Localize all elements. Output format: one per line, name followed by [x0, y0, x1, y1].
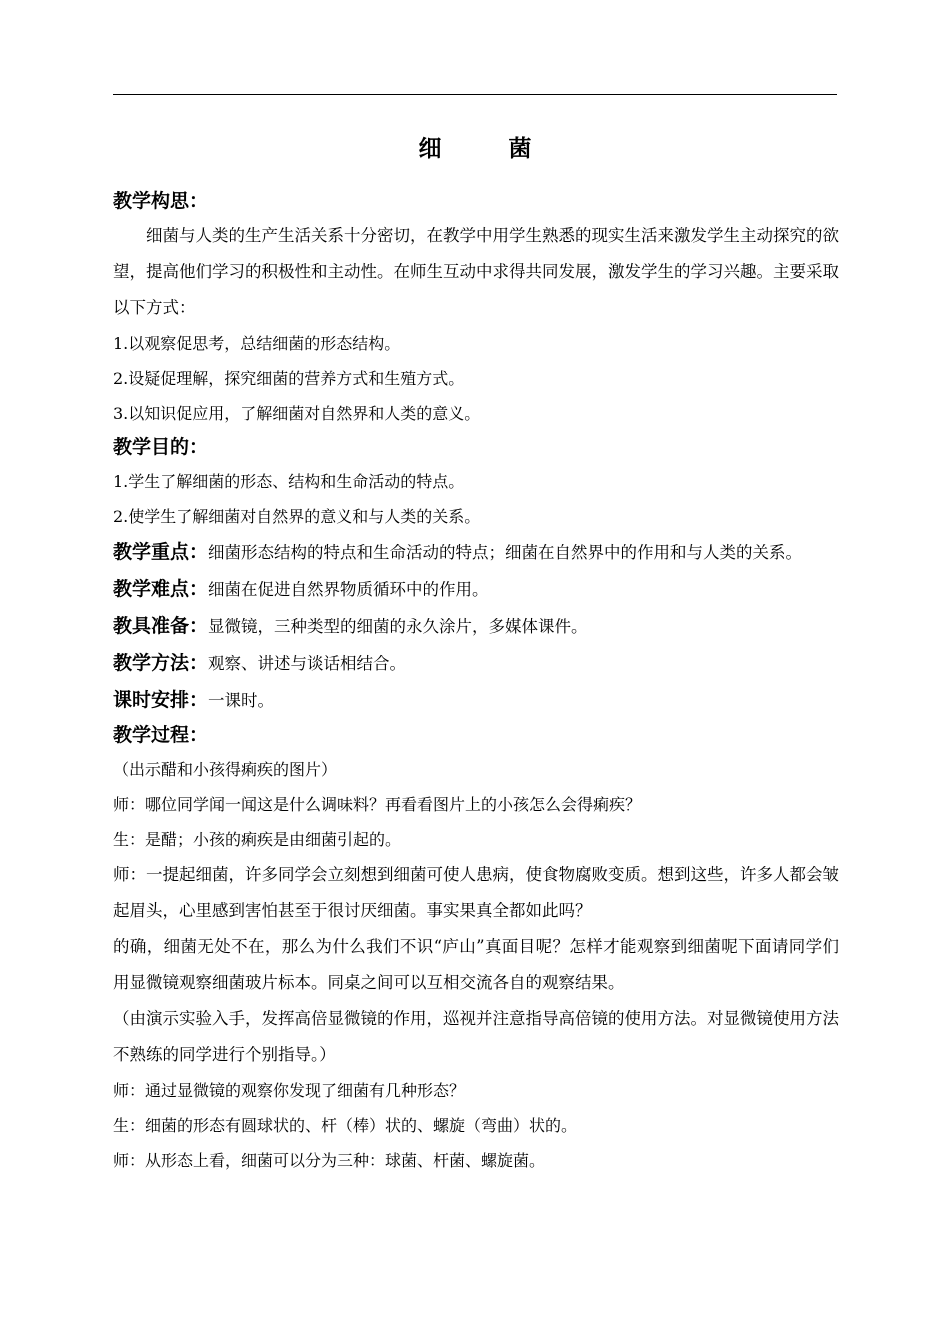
key-points-row: [113, 534, 839, 571]
section-heading-goals: 教学目的：: [113, 436, 209, 458]
goal-point-1: 1.学生了解细菌的形态、结构和生命活动的特点。: [113, 472, 465, 491]
schedule-label: 课时安排：: [113, 689, 209, 711]
design-point-3: 3.以知识促应用，了解细菌对自然界和人类的意义。: [113, 404, 481, 423]
process-line-1: （出示醋和小孩得痢疾的图片）: [113, 760, 338, 779]
process-line-4: 师：一提起细菌，许多同学会立刻想到细菌可使人患病，使食物腐败变质。想到这些，许多人都会皱起眉头，心里感到害怕甚至于很讨厌细菌。事实果真全都如此吗？: [113, 865, 839, 920]
process-line-6: （由演示实验入手，发挥高倍显微镜的作用，巡视并注意指导高倍镜的使用方法。对显微镜使用方法不熟练的同学进行个别指导。）: [113, 1009, 839, 1064]
section-heading-process: 教学过程：: [113, 724, 209, 746]
methods-row: [113, 645, 839, 682]
goal-point-2: 2.使学生了解细菌对自然界的意义和与人类的关系。: [113, 507, 481, 526]
key-points-label: 教学重点：: [113, 541, 209, 563]
design-point-2: 2.设疑促理解，探究细菌的营养方式和生殖方式。: [113, 369, 465, 388]
materials-row: [113, 608, 839, 645]
document-body: [113, 185, 839, 1178]
difficulties-row: [113, 571, 839, 608]
header-rule: [113, 94, 837, 95]
process-line-8: 生：细菌的形态有圆球状的、杆（棒）状的、螺旋（弯曲）状的。: [113, 1116, 578, 1135]
process-line-3: 生：是醋；小孩的痢疾是由细菌引起的。: [113, 830, 402, 849]
section-heading-design: 教学构思：: [113, 190, 209, 212]
methods-value: 观察、讲述与谈话相结合。: [208, 654, 407, 673]
difficulties-value: 细菌在促进自然界物质循环中的作用。: [208, 580, 489, 599]
schedule-row: [113, 682, 839, 719]
materials-value: 显微镜，三种类型的细菌的永久涂片，多媒体课件。: [208, 617, 588, 636]
methods-label: 教学方法：: [113, 652, 209, 674]
key-points-value: 细菌形态结构的特点和生命活动的特点；细菌在自然界中的作用和与人类的关系。: [208, 543, 803, 562]
process-line-2: 师：哪位同学闻一闻这是什么调味料？再看看图片上的小孩怎么会得痢疾？: [113, 795, 642, 814]
materials-label: 教具准备：: [113, 615, 209, 637]
document-title: 细 菌: [418, 136, 554, 162]
difficulties-label: 教学难点：: [113, 578, 209, 600]
design-point-1: 1.以观察促思考，总结细菌的形态结构。: [113, 334, 401, 353]
process-line-9: 师：从形态上看，细菌可以分为三种：球菌、杆菌、螺旋菌。: [113, 1151, 546, 1170]
process-line-5: 的确，细菌无处不在，那么为什么我们不识“庐山”真面目呢？怎样才能观察到细菌呢下面请同学们用显微镜观察细菌玻片标本。同桌之间可以互相交流各自的观察结果。: [113, 937, 839, 992]
design-intro: 细菌与人类的生产生活关系十分密切，在教学中用学生熟悉的现实生活来激发学生主动探究的欲望，提高他们学习的积极性和主动性。在师生互动中求得共同发展，激发学生的学习兴趣。主要采取以下方式：: [113, 226, 839, 317]
schedule-value: 一课时。: [208, 691, 275, 710]
process-line-7: 师：通过显微镜的观察你发现了细菌有几种形态？: [113, 1081, 466, 1100]
